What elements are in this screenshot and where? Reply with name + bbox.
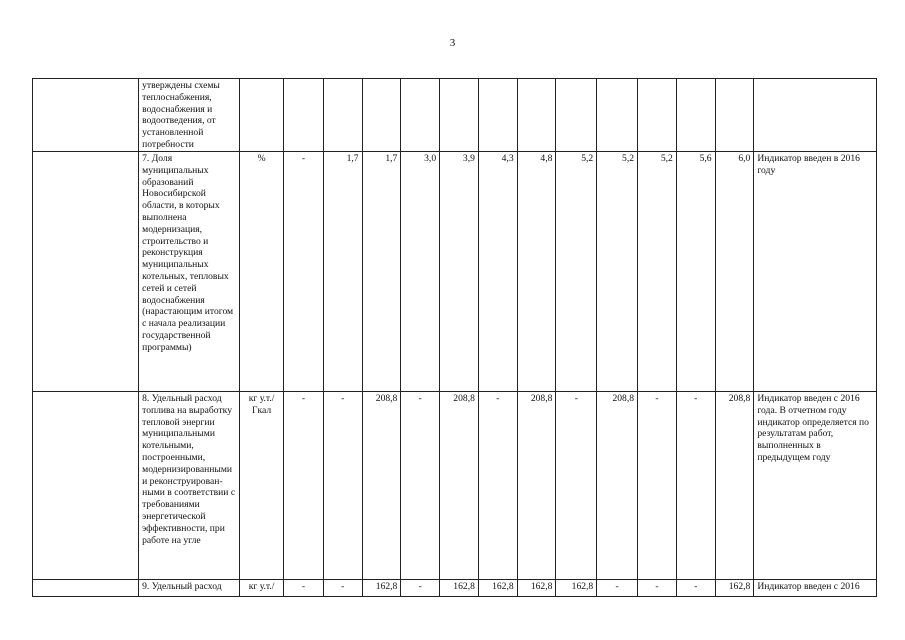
table-row bbox=[33, 392, 877, 580]
value-cell bbox=[440, 79, 479, 152]
indicator-unit: кг у.т./ bbox=[240, 580, 284, 597]
value-cell: - bbox=[597, 580, 638, 597]
value-cell bbox=[284, 79, 324, 152]
value-cell: - bbox=[284, 580, 324, 597]
indicator-note: Индикатор введен с 2016 bbox=[754, 580, 877, 597]
value-cell: 208,8 bbox=[517, 392, 556, 580]
value-cell: - bbox=[638, 580, 677, 597]
value-cell: - bbox=[676, 580, 715, 597]
value-cell bbox=[401, 79, 440, 152]
value-cell: 3,9 bbox=[440, 152, 479, 392]
indicator-unit: % bbox=[240, 152, 284, 392]
indicator-unit bbox=[240, 79, 284, 152]
value-cell bbox=[323, 79, 362, 152]
value-cell bbox=[517, 79, 556, 152]
value-cell: 5,2 bbox=[597, 152, 638, 392]
value-cell: 4,3 bbox=[478, 152, 517, 392]
value-cell: 208,8 bbox=[362, 392, 401, 580]
value-cell: - bbox=[478, 392, 517, 580]
value-cell: - bbox=[323, 580, 362, 597]
value-cell: 3,0 bbox=[401, 152, 440, 392]
value-cell: 162,8 bbox=[478, 580, 517, 597]
value-cell: 1,7 bbox=[362, 152, 401, 392]
value-cell bbox=[362, 79, 401, 152]
value-cell bbox=[676, 79, 715, 152]
indicator-note: Индикатор введен с 2016 года. В отчетном году индикатор определяется по результатам работ, выполненных в предыдущем году bbox=[754, 392, 877, 580]
value-cell: 208,8 bbox=[440, 392, 479, 580]
value-cell bbox=[556, 79, 597, 152]
table-row bbox=[33, 152, 877, 392]
value-cell: 4,8 bbox=[517, 152, 556, 392]
table-row bbox=[33, 79, 877, 152]
value-cell: - bbox=[676, 392, 715, 580]
empty-cell bbox=[33, 152, 139, 392]
empty-cell bbox=[33, 580, 139, 597]
value-cell: 162,8 bbox=[362, 580, 401, 597]
value-cell: 162,8 bbox=[440, 580, 479, 597]
indicator-note: Индикатор введен в 2016 году bbox=[754, 152, 877, 392]
value-cell: 1,7 bbox=[323, 152, 362, 392]
table-row bbox=[33, 580, 877, 597]
value-cell: 5,2 bbox=[638, 152, 677, 392]
value-cell: - bbox=[401, 392, 440, 580]
value-cell: - bbox=[284, 392, 324, 580]
indicator-name: 8. Удельный расход топлива на выработку тепловой энергии муниципальными котельными, построенными, модернизированными и реконструирован-ными в соответствии с требованиями энергетической эффективности, при работе на угле bbox=[139, 392, 240, 580]
value-cell: 5,2 bbox=[556, 152, 597, 392]
value-cell bbox=[478, 79, 517, 152]
empty-cell bbox=[33, 79, 139, 152]
value-cell: - bbox=[284, 152, 324, 392]
value-cell: 6,0 bbox=[715, 152, 754, 392]
value-cell: 208,8 bbox=[597, 392, 638, 580]
value-cell: - bbox=[401, 580, 440, 597]
value-cell: - bbox=[323, 392, 362, 580]
value-cell: 5,6 bbox=[676, 152, 715, 392]
page-number: 3 bbox=[449, 37, 456, 49]
value-cell: 162,8 bbox=[556, 580, 597, 597]
value-cell bbox=[597, 79, 638, 152]
value-cell: 162,8 bbox=[715, 580, 754, 597]
value-cell: - bbox=[638, 392, 677, 580]
indicators-table bbox=[32, 78, 877, 597]
empty-cell bbox=[33, 392, 139, 580]
indicator-note bbox=[754, 79, 877, 152]
indicator-name: утверждены схемы теплоснабжения, водоснабжения и водоотведения, от установленной потребности bbox=[139, 79, 240, 152]
value-cell: 162,8 bbox=[517, 580, 556, 597]
indicator-unit: кг у.т./ Гкал bbox=[240, 392, 284, 580]
value-cell: 208,8 bbox=[715, 392, 754, 580]
indicator-name: 9. Удельный расход bbox=[139, 580, 240, 597]
value-cell: - bbox=[556, 392, 597, 580]
value-cell bbox=[715, 79, 754, 152]
value-cell bbox=[638, 79, 677, 152]
indicator-name: 7. Доля муниципальных образований Новосибирской области, в которых выполнена модернизация, строительство и реконструкция муниципальных котельных, тепловых сетей и сетей водоснабжения (нарастающим итогом с начала реализации государственной программы) bbox=[139, 152, 240, 392]
